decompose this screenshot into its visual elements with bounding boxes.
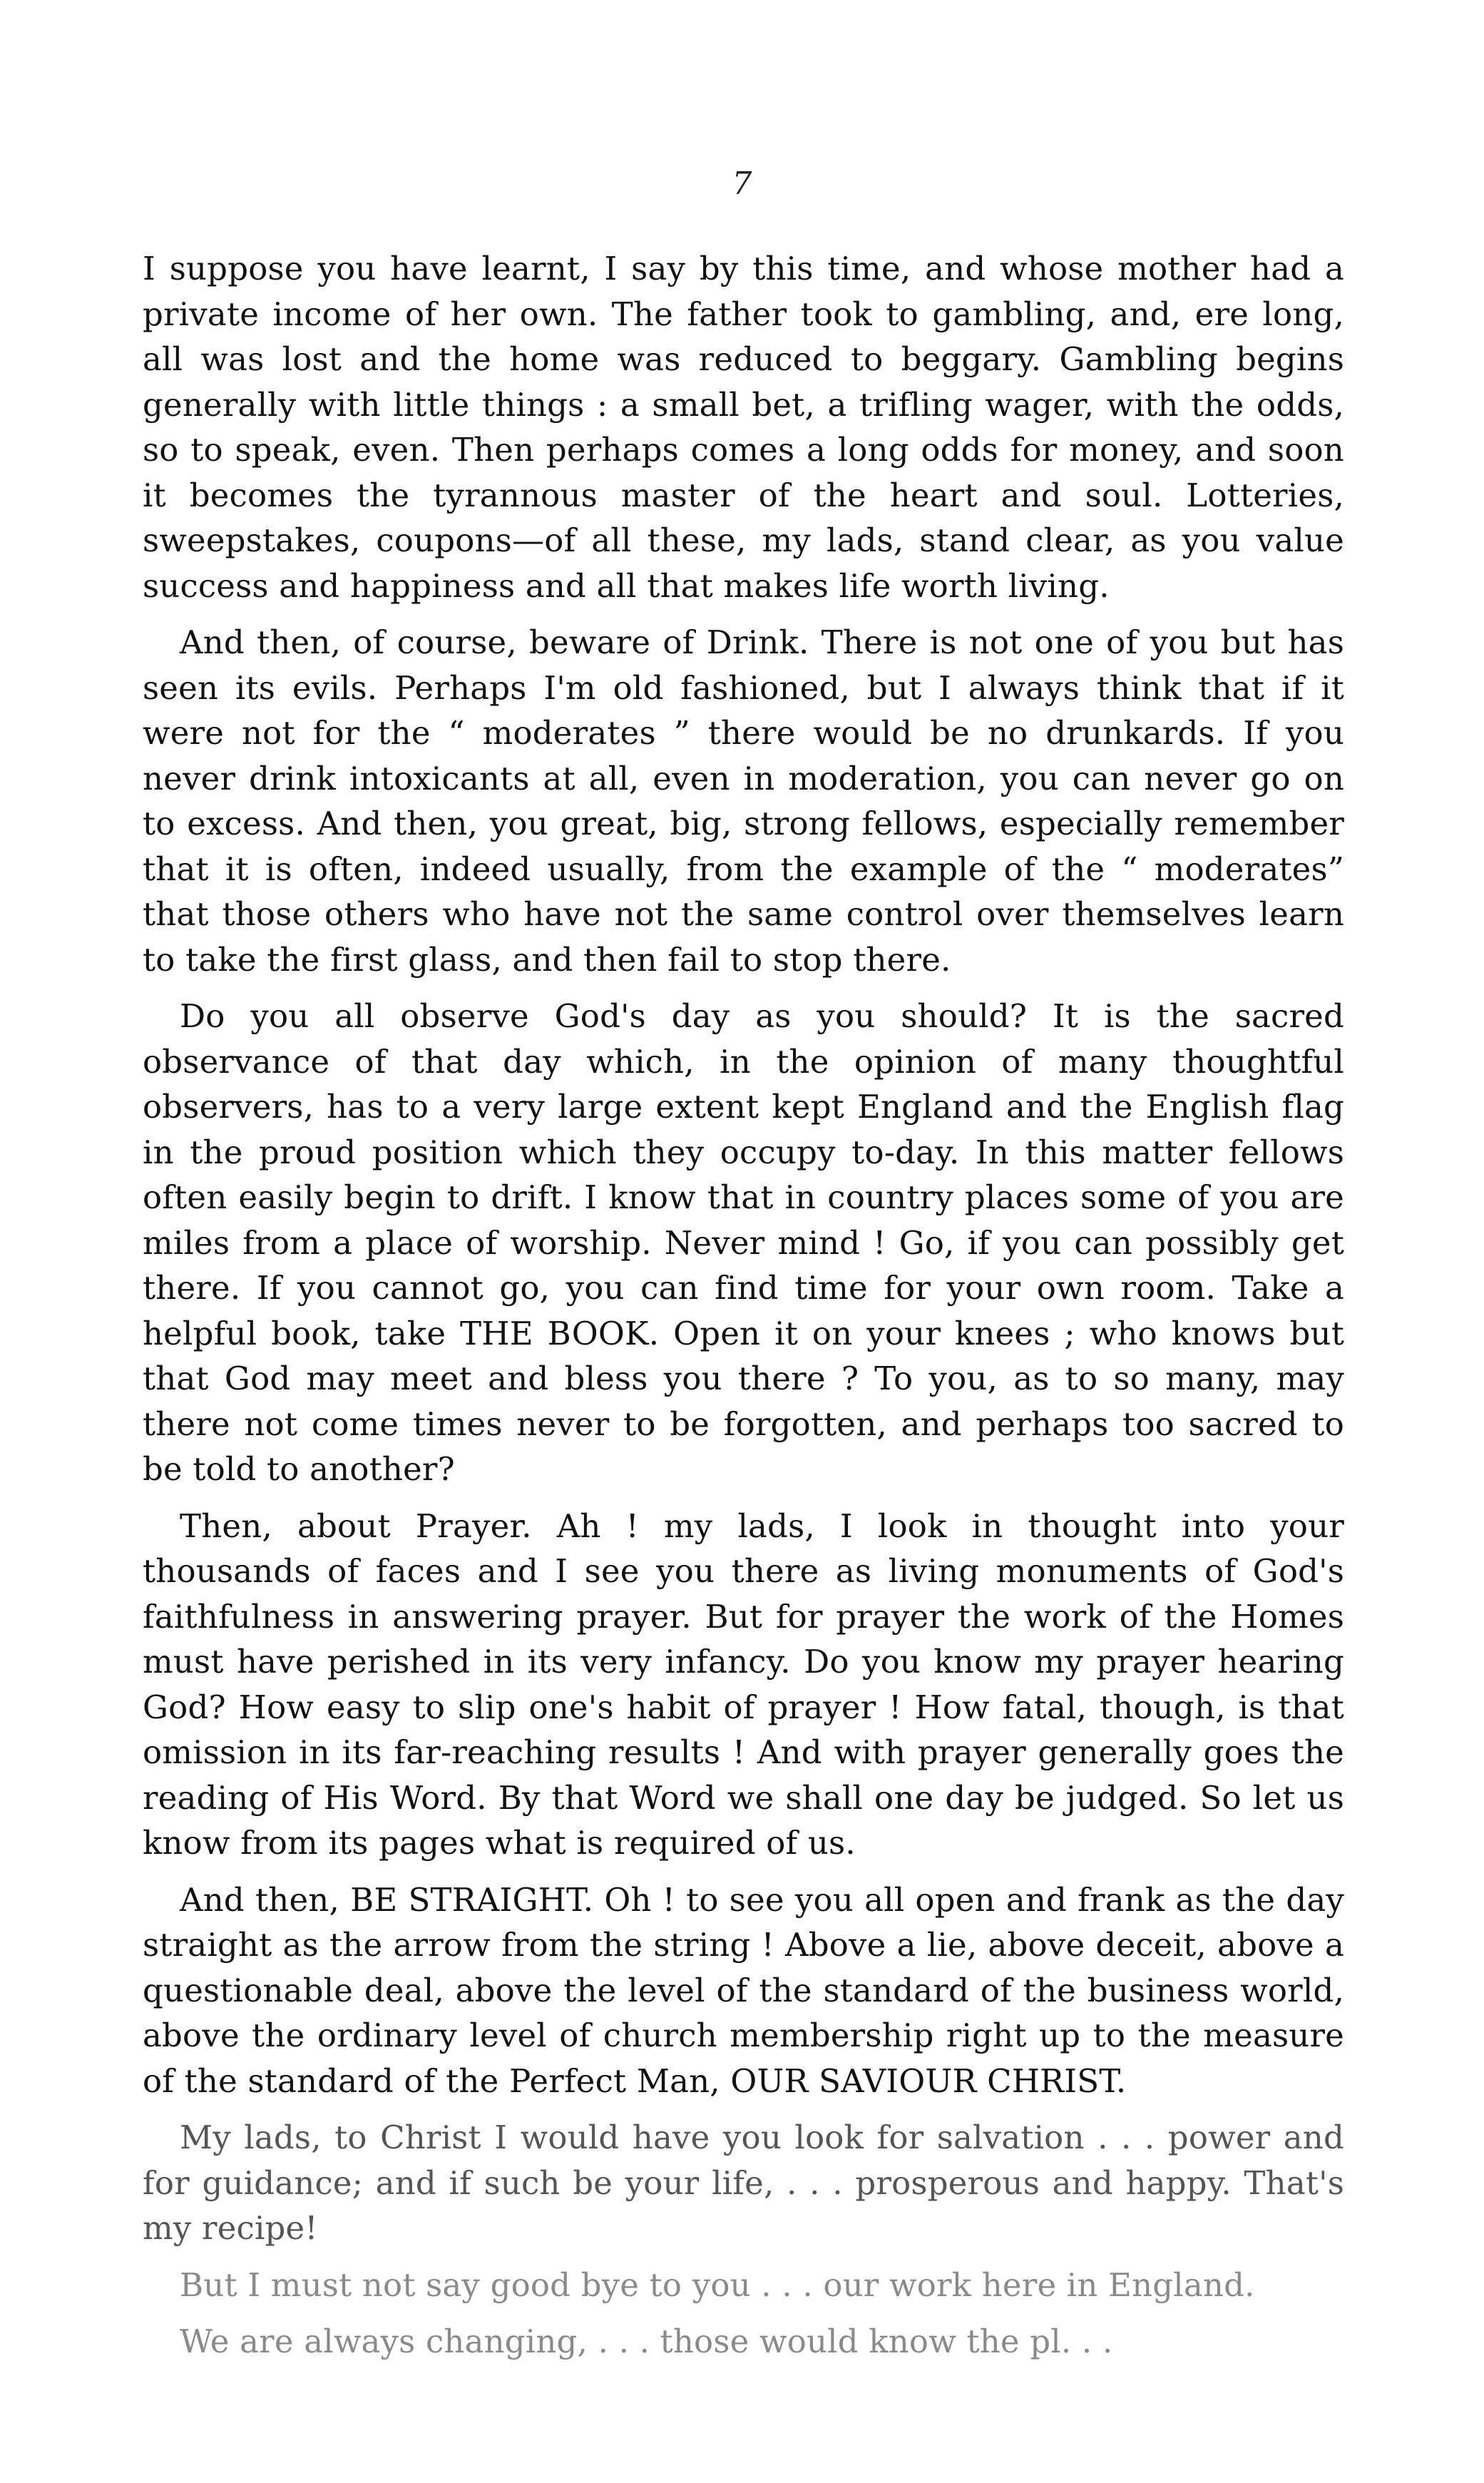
paragraph-gods-day: Do you all observe God's day as you should? It is the sacred observance of that day which, in the opinion of many thoughtful observers, has to a very large extent kept England and the English flag in the proud position which they occupy to-day. In this matter fellows often easily begin to drift. I know that in country places some of you are miles from a place of worship. Never mind ! Go, if you can possibly get there. If you cannot go, you can find time for your own room. Take a helpful book, take THE BOOK. Open it on your knees ; who knows but that God may meet and bless you there ? To you, as to so many, may there not come times never to be forgotten, and perhaps too sacred to be told to another?	[143, 997, 1344, 1488]
document-body	[143, 246, 1344, 2376]
page-number: 7	[732, 165, 752, 202]
paragraph-be-straight: And then, BE STRAIGHT. Oh ! to see you all open and frank as the day straight as the arrow from the string ! Above a lie, above deceit, above a questionable deal, above the level of the standard of the business world, above the ordinary level of church membership right up to the measure of the standard of the Perfect Man, OUR SAVIOUR CHRIST.	[143, 1880, 1344, 2100]
paragraph-good-bye: But I must not say good bye to you . . . our work here in England.	[180, 2265, 1255, 2304]
paragraph-prayer: Then, about Prayer. Ah ! my lads, I look in thought into your thousands of faces and I see you there as living monuments of God's faithfulness in answering prayer. But for prayer the work of the Homes must have perished in its very infancy. Do you know my prayer hearing God? How easy to slip one's habit of prayer ! How fatal, though, is that omission in its far-reaching results ! And with prayer generally goes the reading of His Word. By that Word we shall one day be judged. So let us know from its pages what is required of us.	[143, 1506, 1344, 1862]
paragraph-look-to-christ: My lads, to Christ I would have you look for salvation . . . power and for guidance; and if such be your life, . . . prosperous and happy. That's my recipe!	[143, 2119, 1344, 2247]
paragraph-always-changing: We are always changing, . . . those would know the pl. . .	[180, 2323, 1113, 2360]
paragraph-gambling: I suppose you have learnt, I say by this time, and whose mother had a private income of her own. The father took to gambling, and, ere long, all was lost and the home was reduced to beggary. Gambling begins generally with little things : a small bet, a trifling wager, with the odds, so to speak, even. Then perhaps comes a long odds for money, and soon it becomes the tyrannous master of the heart and soul. Lotteries, sweepstakes, coupons—of all these, my lads, stand clear, as you value success and happiness and all that makes life worth living.	[143, 250, 1344, 605]
paragraph-drink: And then, of course, beware of Drink. There is not one of you but has seen its evils. Perhaps I'm old fashioned, but I always think that if it were not for the “ moderates ” there would be no drunkards. If you never drink intoxicants at all, even in moderation, you can never go on to excess. And then, you great, big, strong fellows, especially remember that it is often, indeed usually, from the example of the “ moderates” that those others who have not the same control over themselves learn to take the first glass, and then fail to stop there.	[143, 623, 1344, 979]
